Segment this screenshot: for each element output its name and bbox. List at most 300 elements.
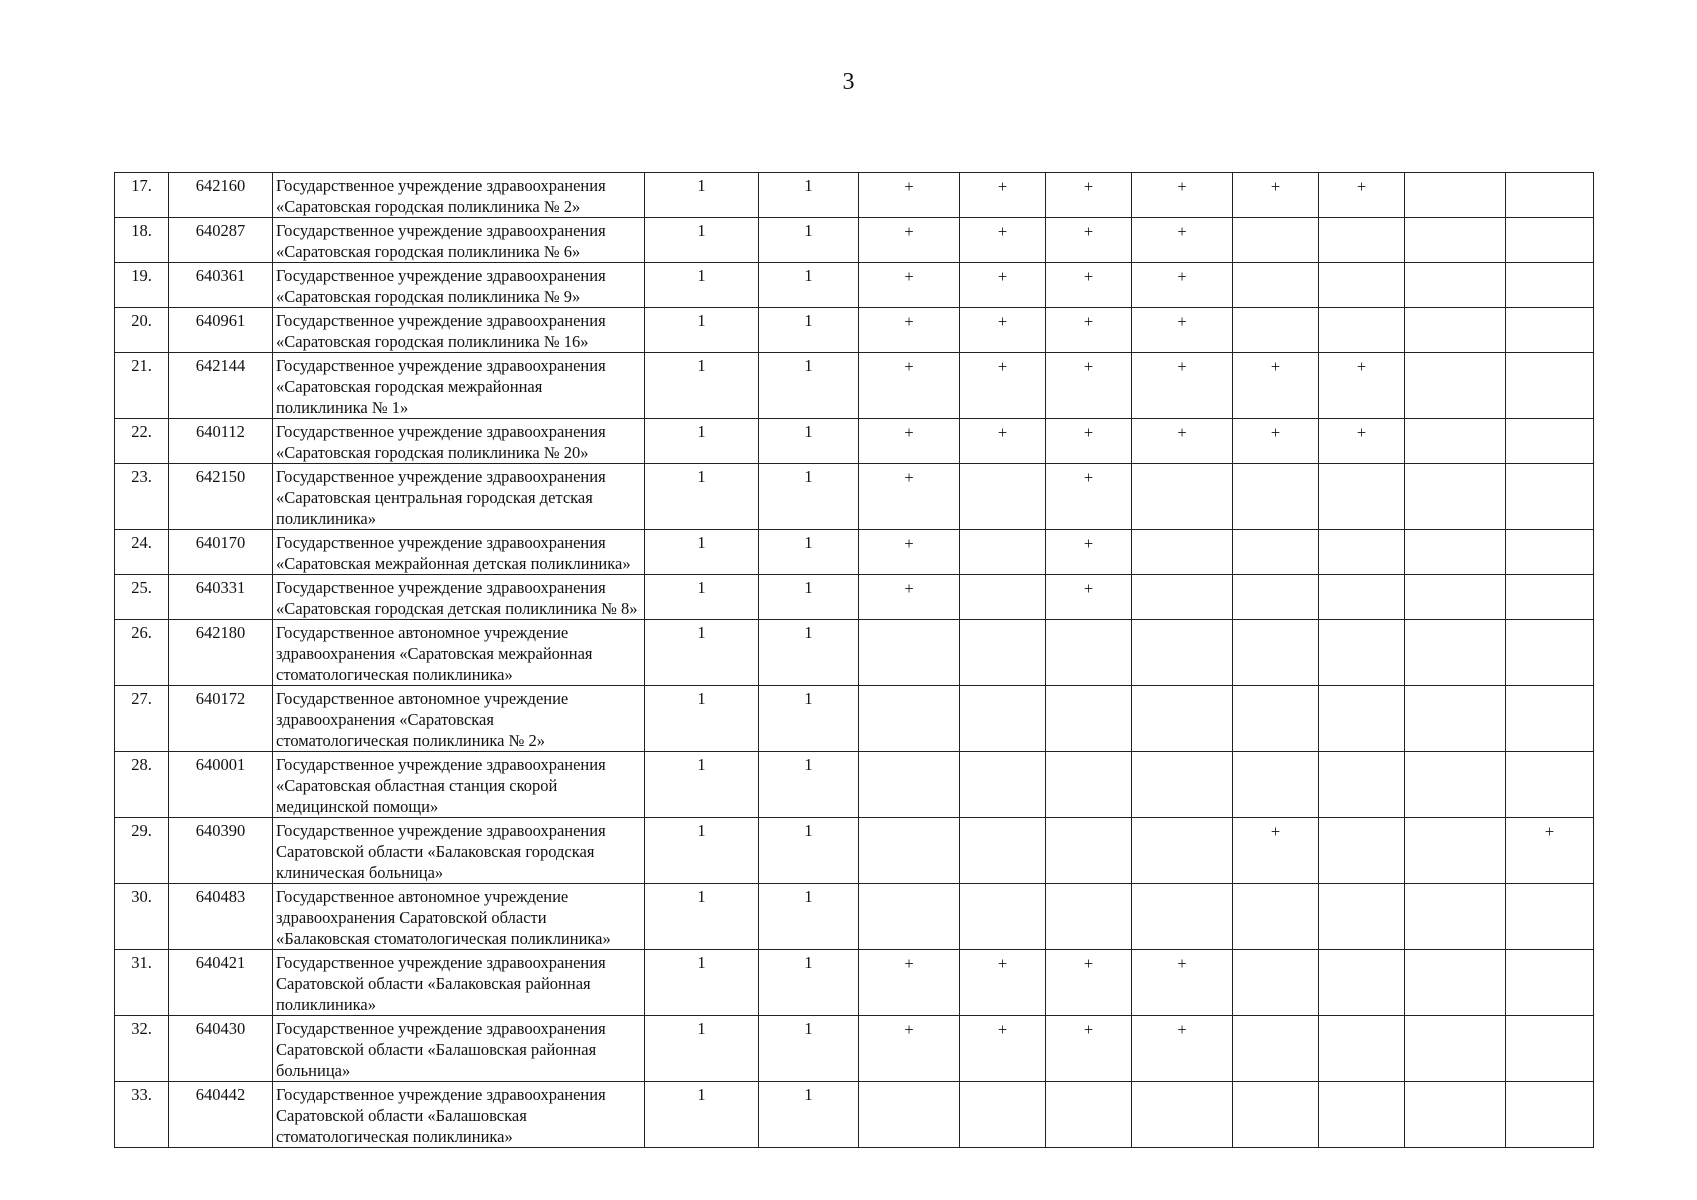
mark-cell-8 (1506, 218, 1594, 263)
mark-cell-3 (1046, 464, 1132, 530)
institution-name-line: «Саратовская областная станция скорой (276, 776, 558, 795)
institution-name-cell (273, 218, 645, 263)
value-cell-1: 1 (645, 464, 759, 530)
mark-cell-3 (1046, 752, 1132, 818)
institution-name-line: Государственное учреждение здравоохранения (276, 1085, 606, 1104)
mark-cell-1 (859, 1016, 960, 1082)
mark-cell-1 (859, 173, 960, 218)
institution-name-line: «Саратовская городская поликлиника № 16» (276, 332, 589, 351)
table-row (115, 530, 1594, 575)
mark-cell-2 (960, 620, 1046, 686)
institution-name-line: Государственное учреждение здравоохранения (276, 467, 606, 486)
institution-name-cell (273, 950, 645, 1016)
value-cell-2: 1 (759, 419, 859, 464)
mark-cell-4 (1132, 1016, 1233, 1082)
mark-cell-6 (1319, 620, 1405, 686)
mark-plus: + (1356, 357, 1367, 376)
institution-name-line: Государственное автономное учреждение (276, 887, 569, 906)
mark-plus: + (997, 312, 1008, 331)
mark-cell-8 (1506, 419, 1594, 464)
institution-name-line: поликлиника» (276, 509, 377, 528)
mark-cell-3 (1046, 1082, 1132, 1148)
row-number-cell: 28. (115, 752, 169, 818)
mark-plus: + (997, 423, 1008, 442)
institution-name-line: стоматологическая поликлиника № 2» (276, 731, 545, 750)
table-row (115, 620, 1594, 686)
mark-cell-3 (1046, 218, 1132, 263)
row-number-cell: 19. (115, 263, 169, 308)
mark-cell-4 (1132, 818, 1233, 884)
mark-cell-5 (1233, 818, 1319, 884)
mark-cell-8 (1506, 1016, 1594, 1082)
institution-name-cell (273, 884, 645, 950)
mark-plus: + (1544, 822, 1555, 841)
institution-name-line: стоматологическая поликлиника» (276, 665, 513, 684)
institution-code-cell: 640430 (169, 1016, 273, 1082)
mark-cell-1 (859, 950, 960, 1016)
mark-plus: + (997, 954, 1008, 973)
institution-name-line: «Саратовская городская поликлиника № 9» (276, 287, 581, 306)
mark-cell-6 (1319, 308, 1405, 353)
institution-name-line: Государственное учреждение здравоохранения (276, 422, 606, 441)
mark-cell-8 (1506, 263, 1594, 308)
mark-cell-8 (1506, 1082, 1594, 1148)
institution-name-line: «Саратовская городская поликлиника № 2» (276, 197, 581, 216)
institution-name-cell (273, 464, 645, 530)
mark-cell-7 (1405, 263, 1506, 308)
institution-name-line: Государственное учреждение здравоохранения (276, 266, 606, 285)
institution-name-cell (273, 530, 645, 575)
row-number-cell: 20. (115, 308, 169, 353)
institution-code-cell: 642180 (169, 620, 273, 686)
value-cell-2: 1 (759, 818, 859, 884)
mark-cell-5 (1233, 884, 1319, 950)
mark-cell-2 (960, 950, 1046, 1016)
mark-cell-6 (1319, 575, 1405, 620)
mark-cell-5 (1233, 263, 1319, 308)
mark-cell-2 (960, 308, 1046, 353)
table-row (115, 1016, 1594, 1082)
mark-cell-1 (859, 530, 960, 575)
mark-cell-1 (859, 575, 960, 620)
mark-plus: + (904, 267, 914, 286)
institution-name-cell (273, 353, 645, 419)
mark-cell-1 (859, 419, 960, 464)
mark-cell-8 (1506, 620, 1594, 686)
value-cell-1: 1 (645, 620, 759, 686)
table-row (115, 884, 1594, 950)
mark-cell-5 (1233, 464, 1319, 530)
mark-plus: + (904, 423, 914, 442)
mark-plus: + (1177, 954, 1187, 973)
mark-cell-6 (1319, 173, 1405, 218)
table-body (115, 173, 1594, 1148)
institution-name-cell (273, 1016, 645, 1082)
institution-name-line: Государственное автономное учреждение (276, 689, 569, 708)
mark-cell-3 (1046, 353, 1132, 419)
value-cell-2: 1 (759, 308, 859, 353)
mark-cell-1 (859, 884, 960, 950)
mark-cell-5 (1233, 950, 1319, 1016)
value-cell-1: 1 (645, 686, 759, 752)
mark-cell-2 (960, 353, 1046, 419)
value-cell-2: 1 (759, 464, 859, 530)
value-cell-1: 1 (645, 353, 759, 419)
institution-name-line: Саратовской области «Балаковская городская (276, 842, 595, 861)
mark-cell-7 (1405, 353, 1506, 419)
mark-plus: + (1177, 222, 1187, 241)
institution-name-line: стоматологическая поликлиника» (276, 1127, 513, 1146)
value-cell-2: 1 (759, 353, 859, 419)
institution-code-cell: 642160 (169, 173, 273, 218)
mark-plus: + (1177, 267, 1187, 286)
table-row (115, 308, 1594, 353)
value-cell-1: 1 (645, 419, 759, 464)
mark-cell-8 (1506, 173, 1594, 218)
mark-cell-8 (1506, 353, 1594, 419)
mark-plus: + (904, 954, 914, 973)
mark-cell-5 (1233, 419, 1319, 464)
mark-plus: + (1083, 357, 1094, 376)
institution-code-cell: 640483 (169, 884, 273, 950)
mark-cell-1 (859, 818, 960, 884)
mark-cell-5 (1233, 575, 1319, 620)
mark-cell-5 (1233, 218, 1319, 263)
mark-cell-3 (1046, 308, 1132, 353)
institution-code-cell: 640442 (169, 1082, 273, 1148)
institution-name-line: «Саратовская городская детская поликлиника № 8» (276, 599, 638, 618)
institution-name-cell (273, 419, 645, 464)
table-row (115, 464, 1594, 530)
mark-plus: + (997, 1020, 1008, 1039)
mark-plus: + (997, 177, 1008, 196)
institution-name-line: поликлиника № 1» (276, 398, 409, 417)
mark-cell-8 (1506, 884, 1594, 950)
mark-cell-7 (1405, 686, 1506, 752)
mark-cell-3 (1046, 575, 1132, 620)
mark-cell-6 (1319, 884, 1405, 950)
value-cell-1: 1 (645, 950, 759, 1016)
mark-cell-2 (960, 419, 1046, 464)
value-cell-2: 1 (759, 263, 859, 308)
mark-cell-7 (1405, 173, 1506, 218)
mark-cell-8 (1506, 686, 1594, 752)
institution-name-line: Государственное учреждение здравоохранения (276, 953, 606, 972)
mark-plus: + (904, 312, 914, 331)
mark-cell-6 (1319, 263, 1405, 308)
mark-cell-7 (1405, 464, 1506, 530)
institution-name-line: Государственное учреждение здравоохранения (276, 533, 606, 552)
institution-name-line: поликлиника» (276, 995, 377, 1014)
registry-table (114, 172, 1594, 1148)
value-cell-2: 1 (759, 950, 859, 1016)
mark-cell-7 (1405, 308, 1506, 353)
mark-cell-6 (1319, 530, 1405, 575)
institution-name-line: Государственное учреждение здравоохранения (276, 176, 606, 195)
mark-plus: + (1356, 423, 1367, 442)
mark-plus: + (904, 222, 914, 241)
value-cell-1: 1 (645, 575, 759, 620)
mark-plus: + (1177, 312, 1187, 331)
mark-cell-3 (1046, 884, 1132, 950)
mark-plus: + (904, 534, 914, 553)
mark-cell-6 (1319, 353, 1405, 419)
mark-cell-7 (1405, 620, 1506, 686)
institution-name-cell (273, 575, 645, 620)
mark-cell-2 (960, 218, 1046, 263)
mark-cell-2 (960, 752, 1046, 818)
institution-code-cell: 642150 (169, 464, 273, 530)
institution-name-line: здравоохранения Саратовской области (276, 908, 547, 927)
mark-cell-8 (1506, 530, 1594, 575)
institution-code-cell: 640421 (169, 950, 273, 1016)
mark-cell-5 (1233, 1016, 1319, 1082)
mark-cell-4 (1132, 1082, 1233, 1148)
mark-plus: + (1270, 357, 1281, 376)
mark-cell-3 (1046, 530, 1132, 575)
value-cell-1: 1 (645, 218, 759, 263)
row-number-cell: 23. (115, 464, 169, 530)
institution-code-cell: 642144 (169, 353, 273, 419)
mark-cell-5 (1233, 530, 1319, 575)
mark-plus: + (1083, 1020, 1094, 1039)
mark-cell-3 (1046, 173, 1132, 218)
institution-code-cell: 640170 (169, 530, 273, 575)
mark-cell-6 (1319, 464, 1405, 530)
mark-cell-8 (1506, 818, 1594, 884)
institution-code-cell: 640287 (169, 218, 273, 263)
mark-cell-8 (1506, 308, 1594, 353)
value-cell-1: 1 (645, 752, 759, 818)
mark-cell-7 (1405, 419, 1506, 464)
mark-plus: + (1083, 312, 1094, 331)
mark-cell-3 (1046, 1016, 1132, 1082)
mark-cell-4 (1132, 353, 1233, 419)
mark-cell-2 (960, 464, 1046, 530)
institution-code-cell: 640172 (169, 686, 273, 752)
mark-cell-7 (1405, 575, 1506, 620)
mark-cell-2 (960, 884, 1046, 950)
value-cell-2: 1 (759, 752, 859, 818)
mark-plus: + (904, 357, 914, 376)
table-row (115, 353, 1594, 419)
mark-plus: + (1177, 1020, 1187, 1039)
institution-name-line: «Саратовская центральная городская детская (276, 488, 593, 507)
mark-cell-4 (1132, 218, 1233, 263)
table-row (115, 752, 1594, 818)
mark-plus: + (997, 267, 1008, 286)
mark-cell-8 (1506, 950, 1594, 1016)
value-cell-1: 1 (645, 884, 759, 950)
table-row (115, 263, 1594, 308)
mark-plus: + (1270, 822, 1281, 841)
mark-cell-2 (960, 263, 1046, 308)
table-row (115, 173, 1594, 218)
table-row (115, 218, 1594, 263)
mark-cell-6 (1319, 818, 1405, 884)
mark-cell-8 (1506, 464, 1594, 530)
value-cell-1: 1 (645, 1082, 759, 1148)
mark-cell-3 (1046, 818, 1132, 884)
mark-cell-7 (1405, 218, 1506, 263)
mark-cell-8 (1506, 575, 1594, 620)
mark-cell-1 (859, 464, 960, 530)
institution-name-line: «Саратовская городская поликлиника № 6» (276, 242, 581, 261)
mark-cell-4 (1132, 263, 1233, 308)
mark-plus: + (1083, 954, 1094, 973)
mark-cell-5 (1233, 686, 1319, 752)
row-number-cell: 30. (115, 884, 169, 950)
mark-cell-5 (1233, 1082, 1319, 1148)
mark-cell-4 (1132, 173, 1233, 218)
mark-plus: + (1177, 177, 1187, 196)
mark-plus: + (1083, 222, 1094, 241)
institution-name-line: Государственное учреждение здравоохранения (276, 311, 606, 330)
institution-name-line: Государственное учреждение здравоохранения (276, 221, 606, 240)
institution-code-cell: 640001 (169, 752, 273, 818)
mark-plus: + (904, 579, 914, 598)
mark-cell-1 (859, 686, 960, 752)
mark-cell-2 (960, 575, 1046, 620)
value-cell-1: 1 (645, 263, 759, 308)
mark-plus: + (1083, 534, 1094, 553)
institution-name-line: Государственное автономное учреждение (276, 623, 569, 642)
mark-plus: + (904, 468, 914, 487)
mark-cell-5 (1233, 173, 1319, 218)
mark-cell-4 (1132, 575, 1233, 620)
table-row (115, 1082, 1594, 1148)
table-row (115, 950, 1594, 1016)
mark-cell-2 (960, 173, 1046, 218)
institution-name-line: Государственное учреждение здравоохранения (276, 578, 606, 597)
institution-name-line: «Саратовская городская поликлиника № 20» (276, 443, 589, 462)
mark-cell-5 (1233, 620, 1319, 686)
mark-plus: + (997, 357, 1008, 376)
mark-cell-2 (960, 530, 1046, 575)
mark-cell-1 (859, 1082, 960, 1148)
institution-name-cell (273, 1082, 645, 1148)
mark-plus: + (997, 222, 1008, 241)
institution-name-cell (273, 263, 645, 308)
page-number: 3 (842, 69, 855, 95)
row-number-cell: 22. (115, 419, 169, 464)
mark-cell-1 (859, 218, 960, 263)
table-row (115, 686, 1594, 752)
institution-name-line: Саратовской области «Балаковская районная (276, 974, 591, 993)
institution-code-cell: 640961 (169, 308, 273, 353)
mark-cell-4 (1132, 950, 1233, 1016)
mark-cell-2 (960, 818, 1046, 884)
row-number-cell: 31. (115, 950, 169, 1016)
mark-plus: + (1083, 468, 1094, 487)
institution-name-cell (273, 173, 645, 218)
row-number-cell: 24. (115, 530, 169, 575)
table-row (115, 419, 1594, 464)
row-number-cell: 17. (115, 173, 169, 218)
mark-cell-5 (1233, 752, 1319, 818)
value-cell-1: 1 (645, 818, 759, 884)
mark-cell-4 (1132, 686, 1233, 752)
institution-name-line: медицинской помощи» (276, 797, 439, 816)
institution-code-cell: 640331 (169, 575, 273, 620)
table-row (115, 575, 1594, 620)
mark-cell-7 (1405, 950, 1506, 1016)
mark-cell-4 (1132, 620, 1233, 686)
institution-name-line: «Балаковская стоматологическая поликлиника» (276, 929, 611, 948)
mark-cell-6 (1319, 419, 1405, 464)
row-number-cell: 33. (115, 1082, 169, 1148)
mark-cell-4 (1132, 419, 1233, 464)
mark-cell-6 (1319, 218, 1405, 263)
institution-name-line: больница» (276, 1061, 351, 1080)
value-cell-1: 1 (645, 308, 759, 353)
institution-name-line: клиническая больница» (276, 863, 444, 882)
row-number-cell: 18. (115, 218, 169, 263)
institution-name-line: Государственное учреждение здравоохранения (276, 356, 606, 375)
mark-cell-1 (859, 752, 960, 818)
mark-cell-6 (1319, 950, 1405, 1016)
mark-cell-3 (1046, 686, 1132, 752)
mark-cell-7 (1405, 884, 1506, 950)
mark-cell-4 (1132, 884, 1233, 950)
mark-plus: + (1083, 423, 1094, 442)
mark-cell-5 (1233, 308, 1319, 353)
value-cell-1: 1 (645, 530, 759, 575)
value-cell-2: 1 (759, 530, 859, 575)
mark-cell-1 (859, 353, 960, 419)
row-number-cell: 29. (115, 818, 169, 884)
mark-cell-7 (1405, 530, 1506, 575)
mark-cell-4 (1132, 464, 1233, 530)
mark-cell-7 (1405, 1082, 1506, 1148)
mark-cell-4 (1132, 308, 1233, 353)
institution-name-line: «Саратовская городская межрайонная (276, 377, 543, 396)
mark-cell-1 (859, 263, 960, 308)
row-number-cell: 25. (115, 575, 169, 620)
institution-name-cell (273, 308, 645, 353)
institution-name-cell (273, 752, 645, 818)
mark-plus: + (904, 1020, 914, 1039)
institution-name-line: «Саратовская межрайонная детская поликлиника» (276, 554, 631, 573)
institution-name-cell (273, 818, 645, 884)
institution-name-line: Государственное учреждение здравоохранения (276, 755, 606, 774)
mark-cell-4 (1132, 530, 1233, 575)
institution-name-cell (273, 620, 645, 686)
mark-cell-3 (1046, 950, 1132, 1016)
mark-cell-2 (960, 1082, 1046, 1148)
institution-name-cell (273, 686, 645, 752)
mark-cell-6 (1319, 752, 1405, 818)
mark-cell-4 (1132, 752, 1233, 818)
mark-cell-6 (1319, 686, 1405, 752)
value-cell-2: 1 (759, 884, 859, 950)
row-number-cell: 27. (115, 686, 169, 752)
institution-name-line: Государственное учреждение здравоохранения (276, 821, 606, 840)
institution-name-line: Саратовской области «Балашовская районная (276, 1040, 597, 1059)
institution-name-line: Саратовской области «Балашовская (276, 1106, 527, 1125)
value-cell-2: 1 (759, 218, 859, 263)
institution-code-cell: 640112 (169, 419, 273, 464)
mark-cell-6 (1319, 1016, 1405, 1082)
mark-plus: + (1083, 177, 1094, 196)
institution-name-line: Государственное учреждение здравоохранения (276, 1019, 606, 1038)
mark-plus: + (1270, 177, 1281, 196)
mark-cell-3 (1046, 620, 1132, 686)
mark-plus: + (1083, 579, 1094, 598)
mark-cell-2 (960, 686, 1046, 752)
mark-plus: + (904, 177, 914, 196)
mark-cell-7 (1405, 1016, 1506, 1082)
